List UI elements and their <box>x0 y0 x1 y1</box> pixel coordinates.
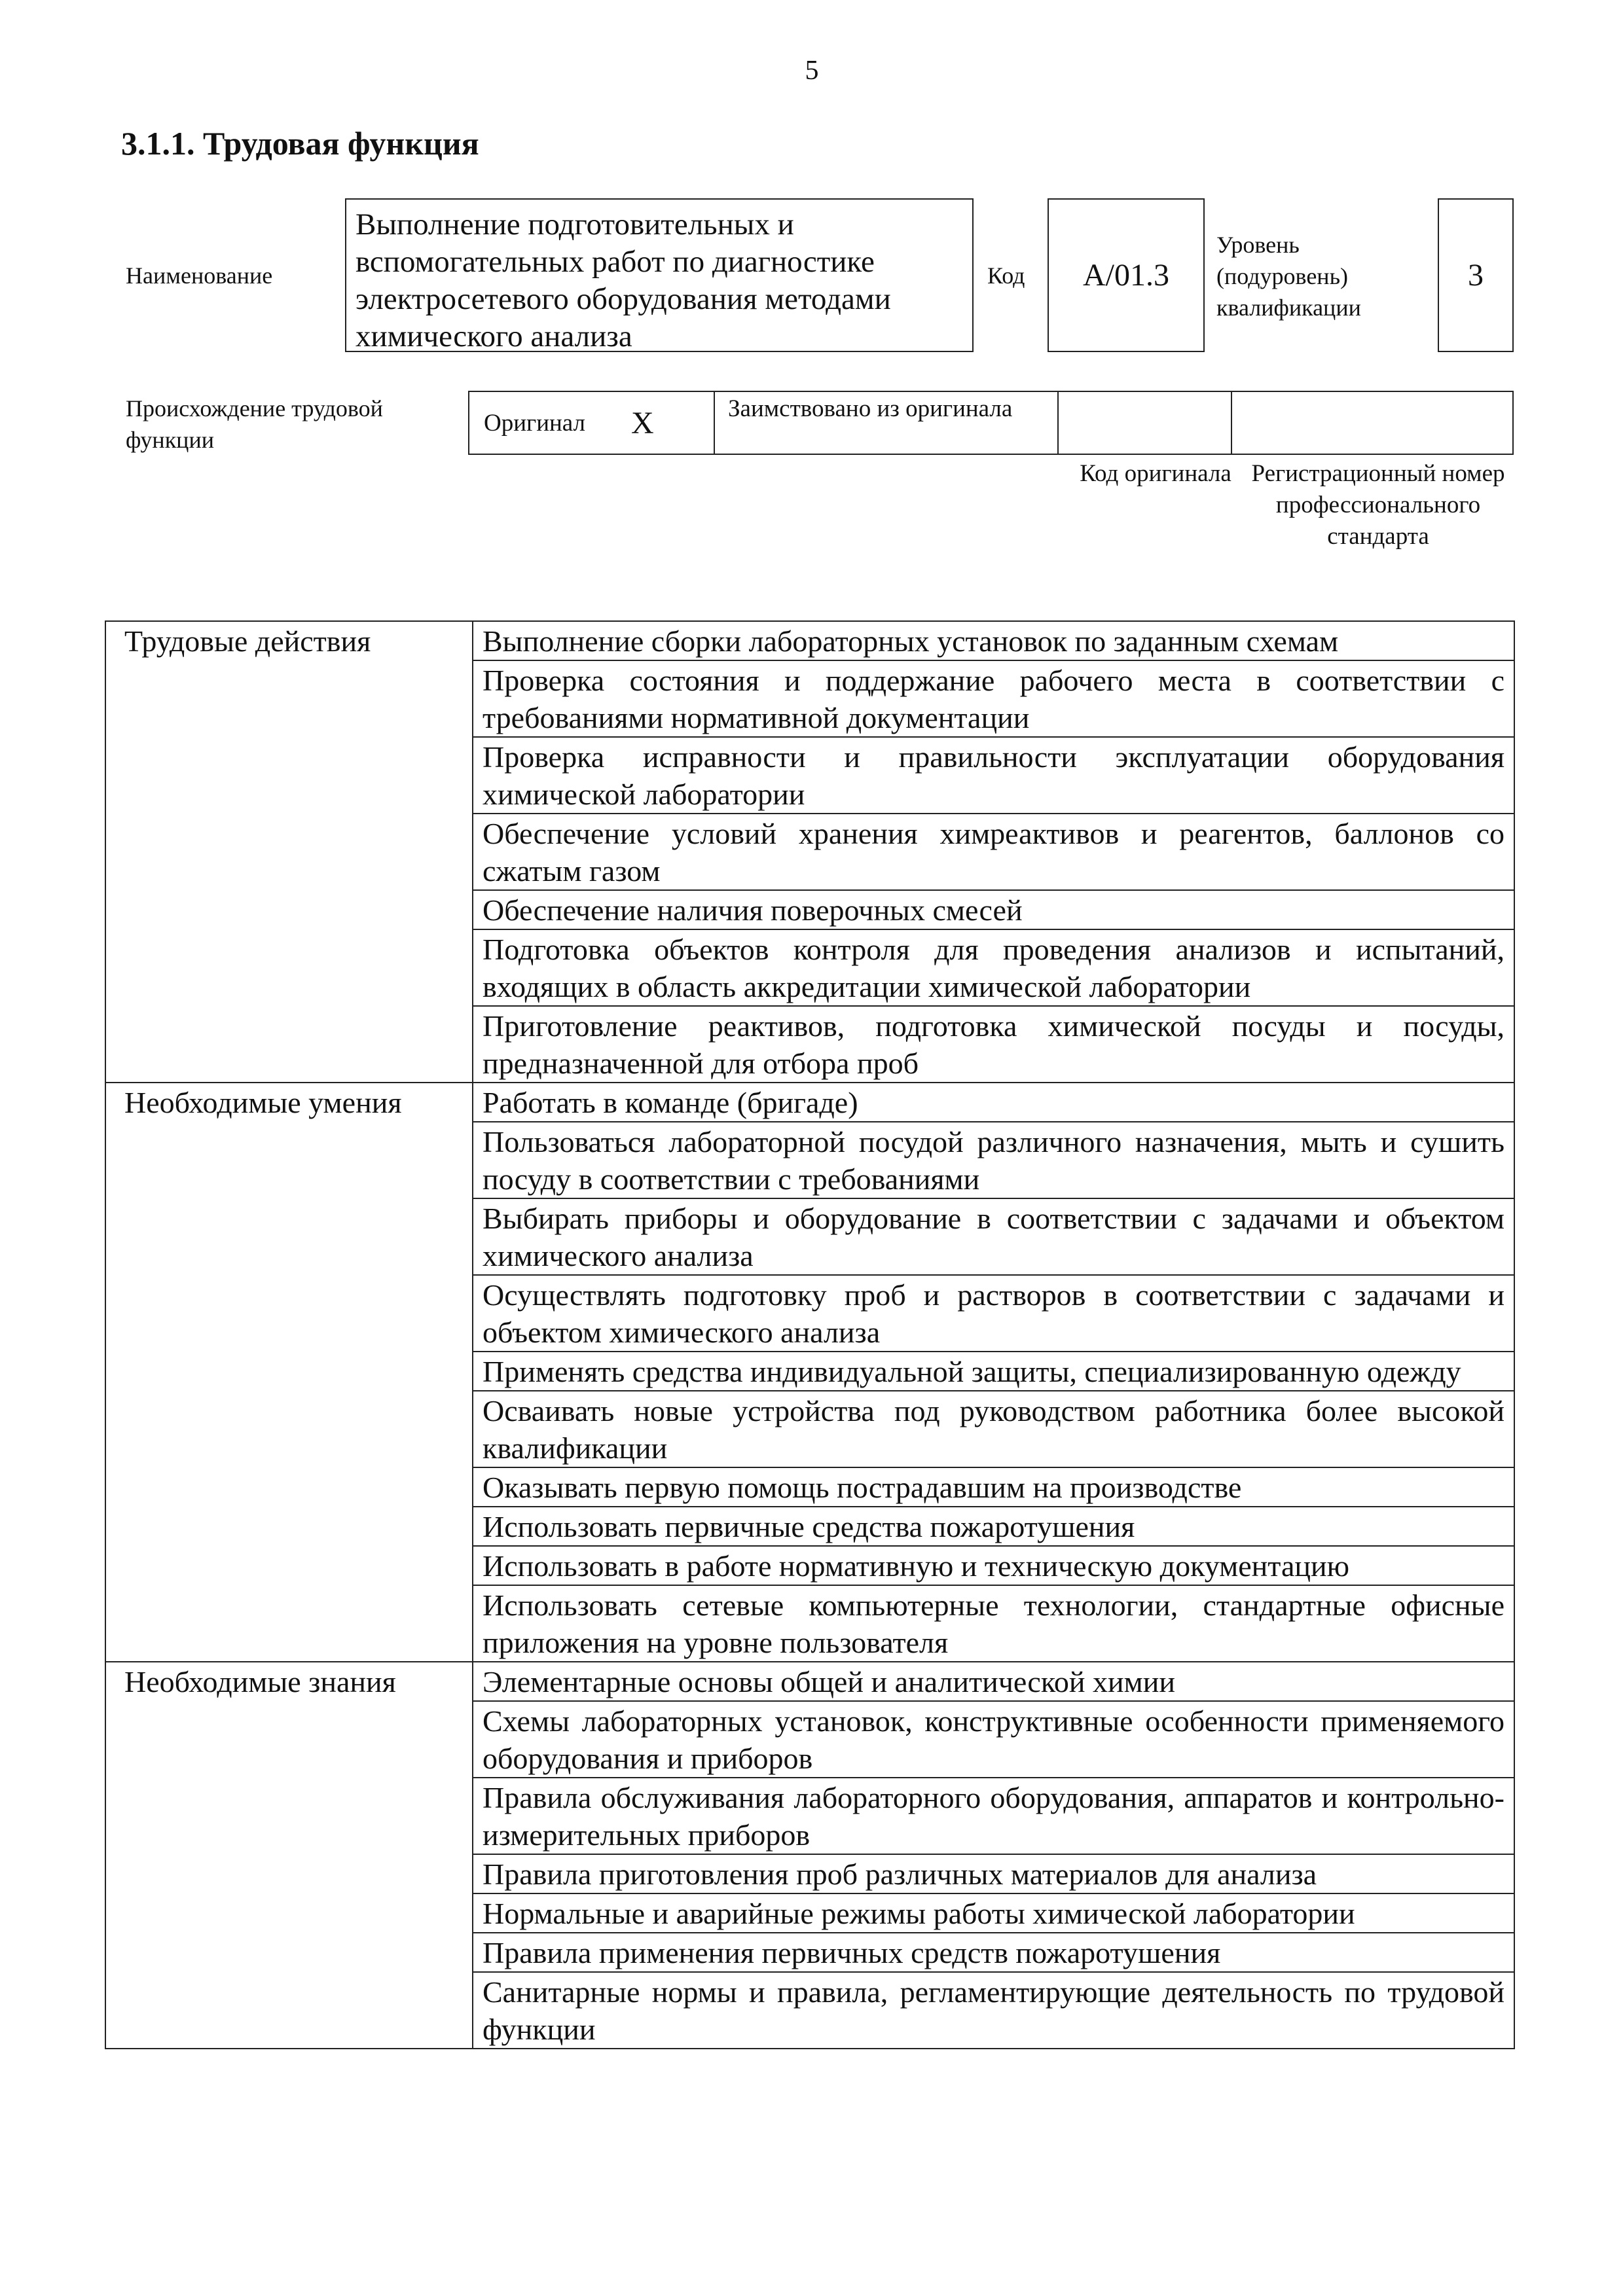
table-cell: Правила приготовления проб различных материалов для анализа <box>473 1854 1514 1893</box>
code-box <box>1048 198 1205 352</box>
origin-code-cell <box>1059 392 1232 454</box>
original-mark: Х <box>631 405 654 440</box>
table-cell: Применять средства индивидуальной защиты, специализированную одежду <box>473 1352 1514 1391</box>
table-cell: Схемы лабораторных установок, конструктивные особенности применяемого оборудования и приборов <box>473 1701 1514 1778</box>
level-label: Уровень (подуровень) квалификации <box>1216 232 1361 321</box>
table-cell: Элементарные основы общей и аналитической химии <box>473 1662 1514 1701</box>
table-row <box>105 621 1514 660</box>
table-cell: Выполнение сборки лабораторных установок по заданным схемам <box>473 621 1514 660</box>
table-cell: Нормальные и аварийные режимы работы химической лаборатории <box>473 1893 1514 1933</box>
table-cell: Работать в команде (бригаде) <box>473 1083 1514 1122</box>
category-cell: Необходимые знания <box>105 1662 473 2049</box>
origin-original-cell <box>469 392 715 454</box>
origin-table <box>468 391 1514 455</box>
origin-label: Происхождение трудовой функции <box>126 395 383 453</box>
borrowed-label: Заимствовано из оригинала <box>728 395 1013 422</box>
table-cell: Проверка состояния и поддержание рабочего места в соответствии с требованиями нормативной документации <box>473 660 1514 737</box>
table-cell: Правила применения первичных средств пожаротушения <box>473 1933 1514 1972</box>
original-label: Оригинал <box>484 409 586 437</box>
table-cell: Санитарные нормы и правила, регламентирующие деятельность по трудовой функции <box>473 1972 1514 2049</box>
name-label: Наименование <box>126 262 273 289</box>
table-cell: Пользоваться лабораторной посудой различного назначения, мыть и сушить посуду в соответствии с требованиями <box>473 1122 1514 1198</box>
table-cell: Выбирать приборы и оборудование в соответствии с задачами и объектом химического анализа <box>473 1198 1514 1275</box>
table-cell: Использовать сетевые компьютерные технологии, стандартные офисные приложения на уровне пользователя <box>473 1585 1514 1662</box>
function-details-table <box>105 620 1515 2049</box>
table-row <box>105 1083 1514 1122</box>
table-cell: Использовать первичные средства пожаротушения <box>473 1507 1514 1546</box>
page-number: 5 <box>805 56 819 86</box>
table-cell: Осваивать новые устройства под руководством работника более высокой квалификации <box>473 1391 1514 1467</box>
level-value: 3 <box>1468 258 1484 293</box>
function-name-box <box>345 198 974 352</box>
table-cell: Подготовка объектов контроля для проведения анализов и испытаний, входящих в область аккредитации химической лаборатории <box>473 929 1514 1006</box>
function-name-value: Выполнение подготовительных и вспомогательных работ по диагностике электросетевого оборудования методами химического анализа <box>356 207 891 353</box>
table-cell: Осуществлять подготовку проб и растворов в соответствии с задачами и объектом химического анализа <box>473 1275 1514 1352</box>
code-original-caption: Код оригинала <box>1080 460 1231 487</box>
category-cell: Необходимые умения <box>105 1083 473 1662</box>
reg-number-caption: Регистрационный номер профессионального стандарта <box>1251 460 1505 550</box>
code-label: Код <box>987 262 1025 289</box>
table-cell: Обеспечение условий хранения химреактивов и реагентов, баллонов со сжатым газом <box>473 814 1514 890</box>
table-cell: Использовать в работе нормативную и техническую документацию <box>473 1546 1514 1585</box>
section-title: 3.1.1. Трудовая функция <box>121 125 479 162</box>
table-cell: Обеспечение наличия поверочных смесей <box>473 890 1514 929</box>
table-row <box>105 1662 1514 1701</box>
origin-reg-cell <box>1232 392 1512 454</box>
origin-borrowed-cell <box>715 392 1059 454</box>
level-box <box>1438 198 1514 352</box>
table-cell: Проверка исправности и правильности эксплуатации оборудования химической лаборатории <box>473 737 1514 814</box>
code-value: А/01.3 <box>1083 258 1169 293</box>
category-cell: Трудовые действия <box>105 621 473 1083</box>
table-cell: Правила обслуживания лабораторного оборудования, аппаратов и контрольно-измерительных приборов <box>473 1778 1514 1854</box>
table-cell: Приготовление реактивов, подготовка химической посуды и посуды, предназначенной для отбора проб <box>473 1006 1514 1083</box>
table-cell: Оказывать первую помощь пострадавшим на производстве <box>473 1467 1514 1507</box>
